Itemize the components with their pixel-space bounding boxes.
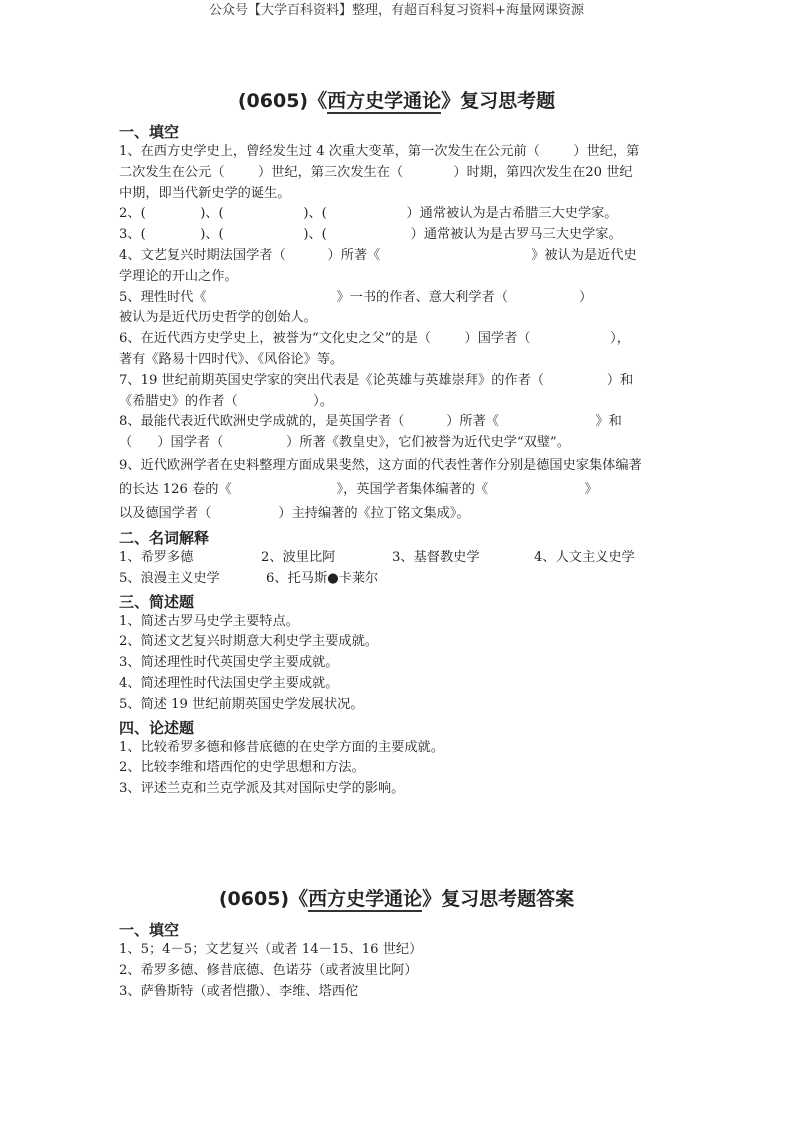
question-line: 1、简述古罗马史学主要特点。	[119, 613, 299, 629]
term-item: 3、基督教史学	[392, 549, 480, 565]
answer-line: 1、5；4－5；文艺复兴（或者 14－15、16 世纪）	[119, 941, 423, 957]
answers-title	[0, 886, 793, 912]
section-heading-essay: 四、论述题	[119, 718, 195, 737]
question-line: 7、19 世纪前期英国史学家的突出代表是《论英雄与英雄崇拜》的作者（ ）和	[119, 372, 634, 388]
question-line: 1、在西方史学史上，曾经发生过 4 次重大变革，第一次发生在公元前（ ）世纪，第	[119, 144, 640, 159]
questions-body	[119, 122, 675, 800]
title-prefix: (0605)《	[218, 887, 309, 910]
answer-line: 3、萨鲁斯特（或者恺撒）、李维、塔西佗	[119, 983, 359, 999]
section-heading-fill-blank: 一、填空	[119, 123, 180, 141]
terms-row	[119, 548, 675, 569]
term-item: 1、希罗多德	[119, 549, 194, 565]
question-line: 4、文艺复兴时期法国学者（ ）所著《 》被认为是近代史	[119, 247, 637, 263]
term-item: 6、托马斯●卡莱尔	[266, 570, 379, 586]
answer-line: 2、希罗多德、修昔底德、色诺芬（或者波里比阿）	[119, 962, 418, 978]
title-prefix: (0605)《	[237, 90, 328, 112]
title-suffix: 》复习思考题答案	[422, 887, 575, 910]
answers-body	[119, 920, 675, 1002]
question-line: 3、评述兰克和兰克学派及其对国际史学的影响。	[119, 781, 405, 797]
question-line: 3、( )、( )、( ）通常被认为是古罗马三大史学家。	[119, 227, 622, 243]
question-line: 2、( )、( )、( ）通常被认为是古希腊三大史学家。	[119, 206, 618, 222]
question-line: 《希腊史》的作者（ ）。	[119, 393, 333, 409]
term-item: 5、浪漫主义史学	[119, 570, 220, 586]
page-header: 公众号【大学百科资料】整理，有超百科复习资料+海量网课资源	[209, 3, 584, 18]
question-line: 著有《路易十四时代》、《风俗论》等。	[119, 351, 344, 367]
question-line: 1、比较希罗多德和修昔底德的在史学方面的主要成就。	[119, 739, 444, 755]
answers-heading-fill-blank: 一、填空	[119, 920, 180, 939]
question-line: 8、最能代表近代欧洲史学成就的，是英国学者（ ）所著《 》和	[119, 414, 622, 430]
title-suffix: 》复习思考题	[441, 90, 556, 112]
question-line: 9、近代欧洲学者在史料整理方面成果斐然，这方面的代表性著作分别是德国史家集体编著	[119, 457, 642, 473]
question-line: 5、理性时代《 》一书的作者、意大利学者（ ）	[119, 289, 593, 305]
question-line: 以及德国学者（ ）主持编著的《拉丁铭文集成》。	[119, 505, 470, 521]
question-line: 中期，即当代新史学的诞生。	[119, 185, 291, 201]
question-line: 5、简述 19 世纪前期英国史学发展状况。	[119, 696, 364, 712]
terms-row	[119, 569, 675, 590]
section-heading-short-answer: 三、简述题	[119, 592, 195, 611]
term-item: 2、波里比阿	[261, 549, 336, 565]
term-item: 4、人文主义史学	[534, 549, 635, 565]
section-heading-terms: 二、名词解释	[119, 528, 210, 547]
question-line: 二次发生在公元（ ）世纪，第三次发生在（ ）时期，第四次发生在20 世纪	[119, 164, 633, 180]
question-line: （ ）国学者（ ）所著《教皇史》，它们被誉为近代史学“双璧”。	[119, 435, 570, 451]
question-line: 2、简述文艺复兴时期意大利史学主要成就。	[119, 634, 378, 650]
question-line: 6、在近代西方史学史上，被誉为“文化史之父”的是（ ）国学者（ ），	[119, 331, 630, 347]
question-line: 的长达 126 卷的《 》，英国学者集体编著的《 》	[119, 481, 598, 497]
question-line: 被认为是近代历史哲学的创始人。	[119, 310, 317, 326]
question-line: 4、简述理性时代法国史学主要成就。	[119, 675, 339, 691]
page-title	[0, 88, 793, 114]
question-line: 2、比较李维和塔西佗的史学思想和方法。	[119, 760, 365, 776]
title-course-name: 西方史学通论	[308, 887, 423, 910]
question-line: 学理论的开山之作。	[119, 268, 238, 284]
question-line: 3、简述理性时代英国史学主要成就。	[119, 655, 339, 671]
title-course-name: 西方史学通论	[327, 90, 442, 112]
